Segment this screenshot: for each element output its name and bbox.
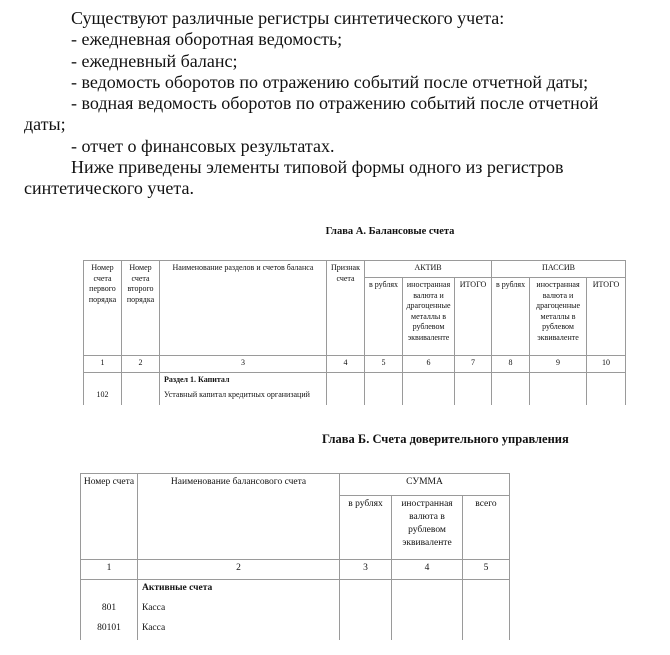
intro-line: - отчет о финансовых результатах. <box>71 135 335 156</box>
intro-line: - ежедневная оборотная ведомость; <box>71 29 343 50</box>
header-account-name: Наименование разделов и счетов баланса <box>160 261 327 356</box>
column-number: 2 <box>122 356 160 373</box>
account-name: Уставный капитал кредитных организаций <box>160 388 327 405</box>
header-aktiv-rub: в рублях <box>365 278 403 356</box>
column-number: 4 <box>327 356 365 373</box>
header-first-order: Номер счета первого порядка <box>84 261 122 356</box>
intro-paragraph <box>24 8 624 200</box>
column-number: 2 <box>138 560 340 580</box>
header-aktiv: АКТИВ <box>365 261 492 278</box>
balance-accounts-table <box>83 260 626 405</box>
section-title: Активные счета <box>138 580 340 600</box>
account-number: 801 <box>81 600 138 620</box>
table-a-caption: Глава А. Балансовые счета <box>325 226 455 237</box>
column-number: 5 <box>365 356 403 373</box>
section-row <box>81 580 510 600</box>
header-passiv: ПАССИВ <box>492 261 626 278</box>
intro-line: - ведомость оборотов по отражению событий после отчетной даты; <box>71 71 589 92</box>
column-number: 10 <box>587 356 626 373</box>
header-passiv-total: ИТОГО <box>587 278 626 356</box>
header-aktiv-total: ИТОГО <box>455 278 492 356</box>
header-account-flag: Признак счета <box>327 261 365 356</box>
account-name: Касса <box>138 600 340 620</box>
section-row <box>84 373 626 388</box>
header-aktiv-fx: иностранная валюта и драгоценные металлы в рублевом эквиваленте <box>403 278 455 356</box>
column-number: 3 <box>340 560 392 580</box>
section-title: Раздел 1. Капитал <box>160 373 327 388</box>
column-number: 8 <box>492 356 530 373</box>
column-number: 5 <box>463 560 510 580</box>
header-second-order: Номер счета второго порядка <box>122 261 160 356</box>
header-sum-total: всего <box>463 496 510 560</box>
column-number: 9 <box>530 356 587 373</box>
column-number: 1 <box>81 560 138 580</box>
table-row <box>81 620 510 640</box>
column-number: 1 <box>84 356 122 373</box>
header-account-number: Номер счета <box>81 474 138 560</box>
header-sum-rub: в рублях <box>340 496 392 560</box>
column-number: 3 <box>160 356 327 373</box>
account-number: 102 <box>84 388 122 405</box>
trust-accounts-table <box>80 473 510 640</box>
intro-line: - водная ведомость оборотов по отражению событий после отчетной даты; <box>24 93 599 135</box>
header-account-name: Наименование балансового счета <box>138 474 340 560</box>
account-name: Касса <box>138 620 340 640</box>
column-number: 7 <box>455 356 492 373</box>
header-passiv-rub: в рублях <box>492 278 530 356</box>
table-b-caption: Глава Б. Счета доверительного управления <box>322 432 569 446</box>
intro-line: - ежедневный баланс; <box>71 50 238 71</box>
header-sum-fx: иностранная валюта в рублевом эквиваленте <box>392 496 463 560</box>
column-number: 6 <box>403 356 455 373</box>
intro-line: Ниже приведены элементы типовой формы одного из регистров синтетического учета. <box>24 157 564 199</box>
table-row <box>81 600 510 620</box>
header-passiv-fx: иностранная валюта и драгоценные металлы в рублевом эквиваленте <box>530 278 587 356</box>
header-sum: СУММА <box>340 474 510 496</box>
table-row <box>84 388 626 405</box>
column-number: 4 <box>392 560 463 580</box>
intro-line: Существуют различные регистры синтетического учета: <box>71 8 505 28</box>
account-number: 80101 <box>81 620 138 640</box>
